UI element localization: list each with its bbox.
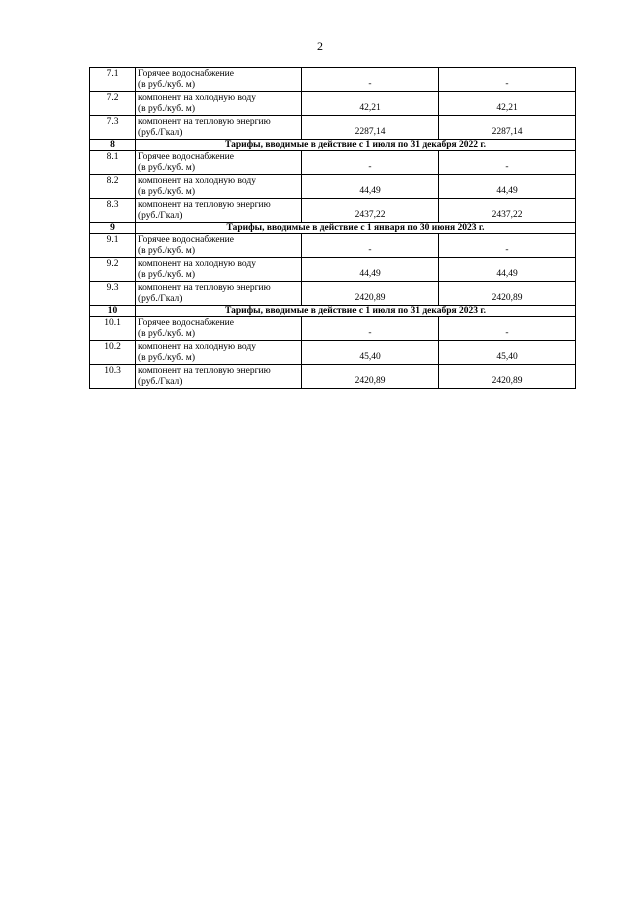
row-description-line: Горячее водоснабжение <box>138 152 234 162</box>
value-cell: 42,21 <box>302 92 439 116</box>
table-row <box>90 234 576 258</box>
row-description <box>136 92 302 116</box>
value-cell: 2420,89 <box>302 282 439 306</box>
row-description-unit: (руб./Гкал) <box>138 293 183 304</box>
value-cell: 2420,89 <box>439 365 576 389</box>
row-description-line: Горячее водоснабжение <box>138 318 234 328</box>
row-number: 10.2 <box>90 341 136 365</box>
row-description <box>136 282 302 306</box>
row-description-line: компонент на тепловую энергию <box>138 283 271 293</box>
section-number: 10 <box>90 306 136 317</box>
section-header-row <box>90 306 576 317</box>
row-number: 10.3 <box>90 365 136 389</box>
value-cell: - <box>302 317 439 341</box>
row-number: 7.3 <box>90 116 136 140</box>
row-number: 9.2 <box>90 258 136 282</box>
row-description-line: Горячее водоснабжение <box>138 235 234 245</box>
row-description <box>136 258 302 282</box>
value-cell: 42,21 <box>439 92 576 116</box>
value-cell: - <box>302 234 439 258</box>
table-row <box>90 317 576 341</box>
row-description-line: компонент на тепловую энергию <box>138 117 271 127</box>
row-description-unit: (руб./Гкал) <box>138 376 183 387</box>
value-cell: - <box>439 317 576 341</box>
table-row <box>90 175 576 199</box>
value-cell: 44,49 <box>439 175 576 199</box>
tariff-table-body <box>90 68 576 389</box>
row-description-unit: (руб./Гкал) <box>138 127 183 138</box>
section-title: Тарифы, вводимые в действие с 1 июля по 31 декабря 2023 г. <box>136 306 576 317</box>
row-description-line: компонент на холодную воду <box>138 176 256 186</box>
row-description <box>136 68 302 92</box>
row-description-unit: (в руб./куб. м) <box>138 269 195 280</box>
section-number: 8 <box>90 140 136 151</box>
value-cell: 2437,22 <box>302 199 439 223</box>
value-cell: - <box>302 151 439 175</box>
row-description-line: компонент на холодную воду <box>138 93 256 103</box>
row-number: 9.3 <box>90 282 136 306</box>
table-row <box>90 199 576 223</box>
row-description-line: компонент на тепловую энергию <box>138 200 271 210</box>
row-description <box>136 341 302 365</box>
row-description-unit: (в руб./куб. м) <box>138 328 195 339</box>
row-number: 10.1 <box>90 317 136 341</box>
row-description <box>136 199 302 223</box>
section-number: 9 <box>90 223 136 234</box>
value-cell: - <box>439 68 576 92</box>
value-cell: - <box>302 68 439 92</box>
row-description <box>136 116 302 140</box>
row-description <box>136 317 302 341</box>
value-cell: 45,40 <box>439 341 576 365</box>
row-description-line: Горячее водоснабжение <box>138 69 234 79</box>
section-header-row <box>90 223 576 234</box>
row-description-unit: (руб./Гкал) <box>138 210 183 221</box>
value-cell: 44,49 <box>302 175 439 199</box>
value-cell: 2287,14 <box>302 116 439 140</box>
row-description-unit: (в руб./куб. м) <box>138 245 195 256</box>
table-row <box>90 341 576 365</box>
section-title: Тарифы, вводимые в действие с 1 июля по 31 декабря 2022 г. <box>136 140 576 151</box>
row-number: 8.3 <box>90 199 136 223</box>
table-row <box>90 258 576 282</box>
row-description-unit: (в руб./куб. м) <box>138 162 195 173</box>
row-number: 7.1 <box>90 68 136 92</box>
table-row <box>90 116 576 140</box>
row-number: 7.2 <box>90 92 136 116</box>
row-description-line: компонент на холодную воду <box>138 342 256 352</box>
value-cell: 2437,22 <box>439 199 576 223</box>
table-row <box>90 282 576 306</box>
row-description-unit: (в руб./куб. м) <box>138 186 195 197</box>
value-cell: - <box>439 234 576 258</box>
table-row <box>90 151 576 175</box>
section-header-row <box>90 140 576 151</box>
value-cell: 2420,89 <box>302 365 439 389</box>
row-number: 8.2 <box>90 175 136 199</box>
row-description-line: компонент на холодную воду <box>138 259 256 269</box>
row-description-unit: (в руб./куб. м) <box>138 352 195 363</box>
row-description <box>136 151 302 175</box>
table-row <box>90 92 576 116</box>
table-row <box>90 365 576 389</box>
value-cell: 44,49 <box>439 258 576 282</box>
row-description <box>136 234 302 258</box>
row-description <box>136 365 302 389</box>
row-description-unit: (в руб./куб. м) <box>138 103 195 114</box>
value-cell: 45,40 <box>302 341 439 365</box>
value-cell: 44,49 <box>302 258 439 282</box>
row-number: 9.1 <box>90 234 136 258</box>
section-title: Тарифы, вводимые в действие с 1 января по 30 июня 2023 г. <box>136 223 576 234</box>
row-description-unit: (в руб./куб. м) <box>138 79 195 90</box>
value-cell: - <box>439 151 576 175</box>
value-cell: 2287,14 <box>439 116 576 140</box>
row-description-line: компонент на тепловую энергию <box>138 366 271 376</box>
row-description <box>136 175 302 199</box>
value-cell: 2420,89 <box>439 282 576 306</box>
table-row <box>90 68 576 92</box>
page-number: 2 <box>317 39 323 53</box>
row-number: 8.1 <box>90 151 136 175</box>
tariff-table <box>89 67 576 389</box>
